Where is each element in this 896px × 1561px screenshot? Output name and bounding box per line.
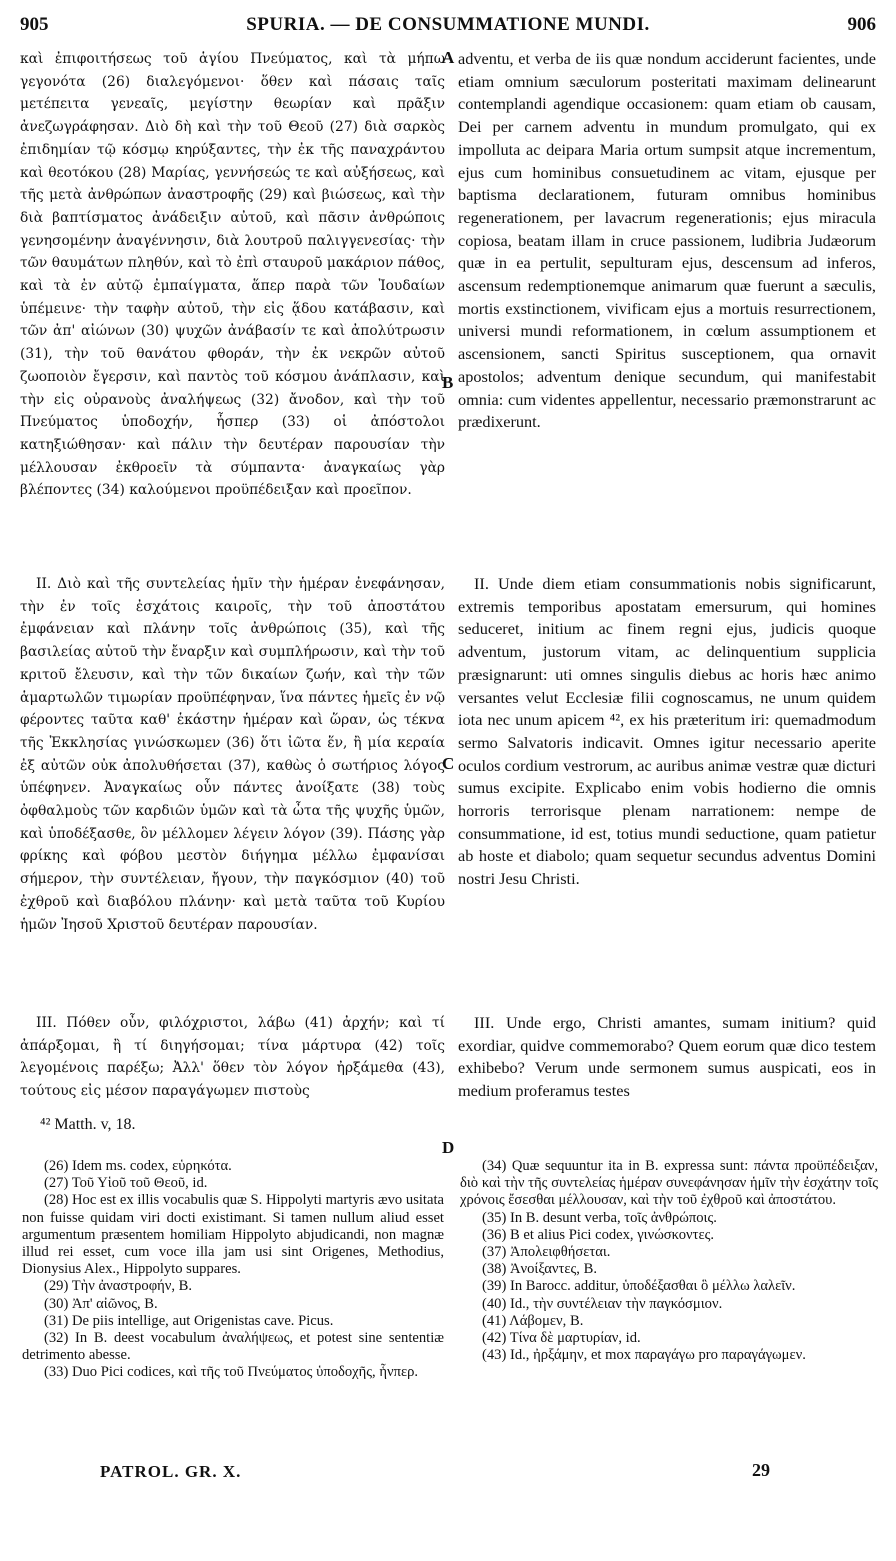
- margin-marker-a: A: [442, 48, 455, 67]
- latin-column-section-3: [458, 1012, 876, 1103]
- page-number-right: 906: [847, 14, 876, 35]
- editorial-note: (34) Quæ sequuntur ita in B. expressa sunt: πάντα προϋπέδειξαν, διὸ καὶ τὴν τῆς συντελείας ἡμέραν συνεφάνησαν ἡμῖν τὴν ἐσχάτην τοῖς χρόνοις ἔσεσθαι μέλλουσαν, καὶ τὴν τοῦ ἐχθροῦ καὶ ἀποστάτου.: [460, 1158, 878, 1209]
- editorial-note: (38) Ἀνοίξαντες, B.: [482, 1261, 597, 1278]
- latin-paragraph-2: II. Unde diem etiam consummationis nobis significarunt, extremis temporibus apostatam emersurum, qui homines seduceret, initium ac finem regni ejus, judicis quoque adventum, justorum vitam, ac delinquentium supplicia præsignarunt: uti omnes singulis diebus ac horis hæc animo versantes velut Ecclesiæ filii cognoscamus, ne unum quidem iota nec unum apicem ⁴², ex his præteritum iri: quemadmodum sermo Salvatoris indicavit. Omnes igitur necessario aperite oculos cordium vestrorum, ac auribus animæ vestræ quæ dicturi sumus excipite. Explicabo enim vobis hodierno die omnis horroris terrorisque plenam narrationem: nempe de consummatione, id est, totius mundi seductione, quam patietur ab hoste et diabolo; quam sequetur secundus adventus Domini nostri Jesu Christi.: [458, 574, 876, 889]
- editorial-note: (36) B et alius Pici codex, γινώσκοντες.: [482, 1226, 715, 1243]
- editorial-note: (41) Λάβομεν, B.: [482, 1312, 584, 1329]
- printer-signature: PATROL. GR. X.: [100, 1462, 242, 1481]
- margin-marker-d: D: [442, 1138, 455, 1157]
- notes-right-column: [460, 1158, 878, 1364]
- editorial-note: (26) Idem ms. codex, εὑρηκότα.: [44, 1158, 232, 1174]
- editorial-note: (28) Hoc est ex illis vocabulis quæ S. Hippolyti martyris ævo usitata non fuisse quidam viri docti existimant. Si tamen nullum aliud esset argumentum præsentem homiliam Hippolyto abjudicandi, non magnæ illud rei esset, cum voce illa jam usi sint Origenes, Methodius, Dionysius Alex., Hippolyto suppares.: [22, 1192, 444, 1278]
- editorial-note: (43) Id., ἠρξάμην, et mox παραγάγω pro παραγάγωμεν.: [482, 1347, 806, 1364]
- notes-left-column: [22, 1158, 444, 1382]
- editorial-note: (30) Ἀπ' αἰῶνος, B.: [44, 1295, 158, 1312]
- latin-column-section-2: [458, 573, 876, 891]
- latin-paragraph-1: adventu, et verba de iis quæ nondum acciderunt facientes, unde etiam omnium sæculorum posteritati maximam delinearunt contemplandi agendique occasionem: quam etiam ob causam, Dei per carnem adventu in mundum promulgato, qui ex impolluta ac deipara Maria ortum sumpsit atque incrementum, ejus cum hominibus consuetudinem ac vitam, ejusque per baptisma declarationem, futuram omnibus hominibus regenerationem, per lavacrum regenerationis; ejus miracula copiosa, beatam illam in cruce passionem, ludibria Judæorum quæ in ea pertulit, sepulturam ejus, descensum ad inferos, ascensum redemptionemque animarum quæ fuerunt a sæculis, mortis exstinctionem, vivificam ejus a mortuis resurrectionem, universi mundi reformationem, in cœlum assumptionem et ascensionem, sancti Spiritus susceptionem, qua ornavit apostolos; adventum denique secundum, qui manifestabit omnia: cum videntes appellentur, necessario præmonstrarunt ac prædixerunt.: [458, 49, 876, 432]
- editorial-note: (32) In B. deest vocabulum ἀναλήψεως, et potest sine sententiæ detrimento abesse.: [22, 1330, 444, 1364]
- page-number-left: 905: [20, 14, 49, 35]
- scripture-footnote: ⁴² Matth. v, 18.: [40, 1116, 136, 1133]
- greek-paragraph-1: καὶ ἐπιφοιτήσεως τοῦ ἁγίου Πνεύματος, καὶ τὰ μήπω γεγονότα (26) διαλεγόμενοι· ὅθεν καὶ πάσαις ταῖς μετέπειτα γενεαῖς, μεγίστην θεωρίαν καὶ πρᾶξιν ἀνεζωγράφησαν. Διὸ δὴ καὶ τὴν τοῦ Θεοῦ (27) διὰ σαρκὸς ἐπιδημίαν τῷ κόσμῳ κηρύξαντες, τὴν ἐκ τῆς παναχράντου καὶ θεοτόκου (28) Μαρίας, γεννήσεώς τε καὶ αὐξήσεως, καὶ τῆς μετὰ ἀνθρώπων ἀναστροφῆς (29) καὶ βιώσεως, καὶ τὴν διὰ βαπτίσματος ἀνάδειξιν αὐτοῦ, καὶ πᾶσιν ἀνθρώποις γενησομένην ἀναγέννησιν, διὰ λουτροῦ παλιγγενεσίας· τὴν τῶν θαυμάτων πληθύν, καὶ τὸ ἐπὶ σταυροῦ μακάριον πάθος, καὶ τὰ ἐν αὐτῷ ἐμπαίγματα, ἅπερ παρὰ τῶν Ἰουδαίων ὑπέμεινε· τὴν ταφὴν αὐτοῦ, τὴν εἰς ᾅδου κατάβασιν, καὶ τῶν ἀπ' αἰώνων (30) ψυχῶν ἀνάβασίν τε καὶ ἀπολύτρωσιν (31), τὴν τοῦ θανάτου φθοράν, τὴν ἐκ νεκρῶν αὐτοῦ ζωοποιὸν ἔγερσιν, καὶ παντὸς τοῦ κόσμου ἀνάπλασιν, καὶ τὴν εἰς οὐρανοὺς ἀναλήψεως (32) ἄνοδον, καὶ τὴν τοῦ Πνεύματος ὑποδοχήν, ἧσπερ (33) οἱ ἀπόστολοι κατηξιώθησαν· καὶ πάλιν τὴν δευτέραν παρουσίαν τὴν μέλλουσαν ἐκθροεῖν τὰ σύμπαντα· ἀναγκαίως γὰρ βλέποντες (34) καλούμενοι προϋπέδειξαν καὶ προεῖπον.: [20, 51, 445, 499]
- editorial-note: (29) Τὴν ἀναστροφήν, B.: [44, 1278, 193, 1295]
- greek-column-section-3: [20, 1012, 445, 1103]
- gathering-number: 29: [752, 1460, 770, 1480]
- latin-paragraph-3: III. Unde ergo, Christi amantes, sumam initium? quid exordiar, quidve commemorabo? Quem eorum quæ dico testem exhibebo? Verum unde sermonem sumus auspicati, eos in medium proferamus testes: [458, 1013, 876, 1101]
- latin-column-section-1: [458, 48, 876, 434]
- greek-paragraph-3: III. Πόθεν οὖν, φιλόχριστοι, λάβω (41) ἀρχήν; καὶ τί ἀπάρξομαι, ἢ τί διηγήσομαι; τίνα μάρτυρα (42) τοῖς λεγομένοις παρέξω; Ἀλλ' ὅθεν τὸν λόγον ἠρξάμεθα (43), τούτους εἰς μέσον παραγάγωμεν πιστοὺς: [20, 1015, 445, 1100]
- margin-marker-b: B: [442, 373, 454, 392]
- editorial-note: (37) Ἀπολειφθήσεται.: [482, 1244, 611, 1261]
- editorial-note: (33) Duo Pici codices, καὶ τῆς τοῦ Πνεύματος ὑποδοχῆς, ἧνπερ.: [44, 1364, 419, 1381]
- editorial-note: (27) Τοῦ Υἱοῦ τοῦ Θεοῦ, id.: [44, 1175, 208, 1192]
- greek-column-section-1: [20, 48, 445, 502]
- editorial-note: (39) In Barocc. additur, ὑποδέξασθαι ὃ μέλλω λαλεῖν.: [482, 1278, 796, 1295]
- editorial-note: (35) In B. desunt verba, τοῖς ἀνθρώποις.: [482, 1209, 717, 1226]
- editorial-note: (42) Τίνα δὲ μαρτυρίαν, id.: [482, 1330, 641, 1347]
- editorial-note: (40) Id., τὴν συντέλειαν τὴν παγκόσμιον.: [482, 1295, 723, 1312]
- greek-paragraph-2: II. Διὸ καὶ τῆς συντελείας ἡμῖν τὴν ἡμέραν ἐνεφάνησαν, τὴν ἐν τοῖς ἐσχάτοις καιροῖς, τὴν τοῦ ἀποστάτου ἐμφάνειαν καὶ πλάνην τοῖς ἀνθρώποις (35), καὶ τῆς βασιλείας αὐτοῦ τὴν ἔναρξιν καὶ συμπλήρωσιν, καὶ τὴν τοῦ κριτοῦ ἔλευσιν, καὶ τὴν τῶν δικαίων ζωήν, καὶ τὴν τῶν ἁμαρτωλῶν τιμωρίαν προϋπέφηναν, ἵνα πάντες ἡμεῖς ἐν νῷ φέροντες ταῦτα καθ' ἑκάστην ἡμέραν καὶ ὥραν, ὡς τέκνα τῆς Ἐκκλησίας γινώσκωμεν (36) ὅτι ἰῶτα ἕν, ἢ μία κεραία ἐξ αὐτῶν οὐκ ἀπολυθήσεται (37), καθὼς ὁ σωτήριος λόγος ὑπέφηνεν. Ἀναγκαίως οὖν πάντες ἀνοίξατε (38) τοὺς ὀφθαλμοὺς τῶν καρδιῶν ὑμῶν καὶ τὰ ὦτα τῆς ψυχῆς ὑμῶν, καὶ ὑποδέξασθε, ὃν μέλλομεν λέγειν λόγον (39). Πάσης γὰρ φρίκης καὶ φόβου μεστὸν διήγημα μέλλω ἐμφανίσαι σήμερον, τὴν συντέλειαν, ἤγουν, τὴν παγκόσμιον (40) τοῦ ἐχθροῦ καὶ διαβόλου πλάνην· καὶ μετὰ ταῦτα τοῦ Κυρίου ἡμῶν Ἰησοῦ Χριστοῦ δευτέραν παρουσίαν.: [20, 576, 445, 933]
- running-title: SPURIA. — DE CONSUMMATIONE MUNDI.: [246, 14, 650, 35]
- editorial-note: (31) De piis intellige, aut Origenistas cave. Picus.: [44, 1312, 334, 1329]
- margin-marker-c: C: [442, 754, 455, 773]
- greek-column-section-2: [20, 573, 445, 936]
